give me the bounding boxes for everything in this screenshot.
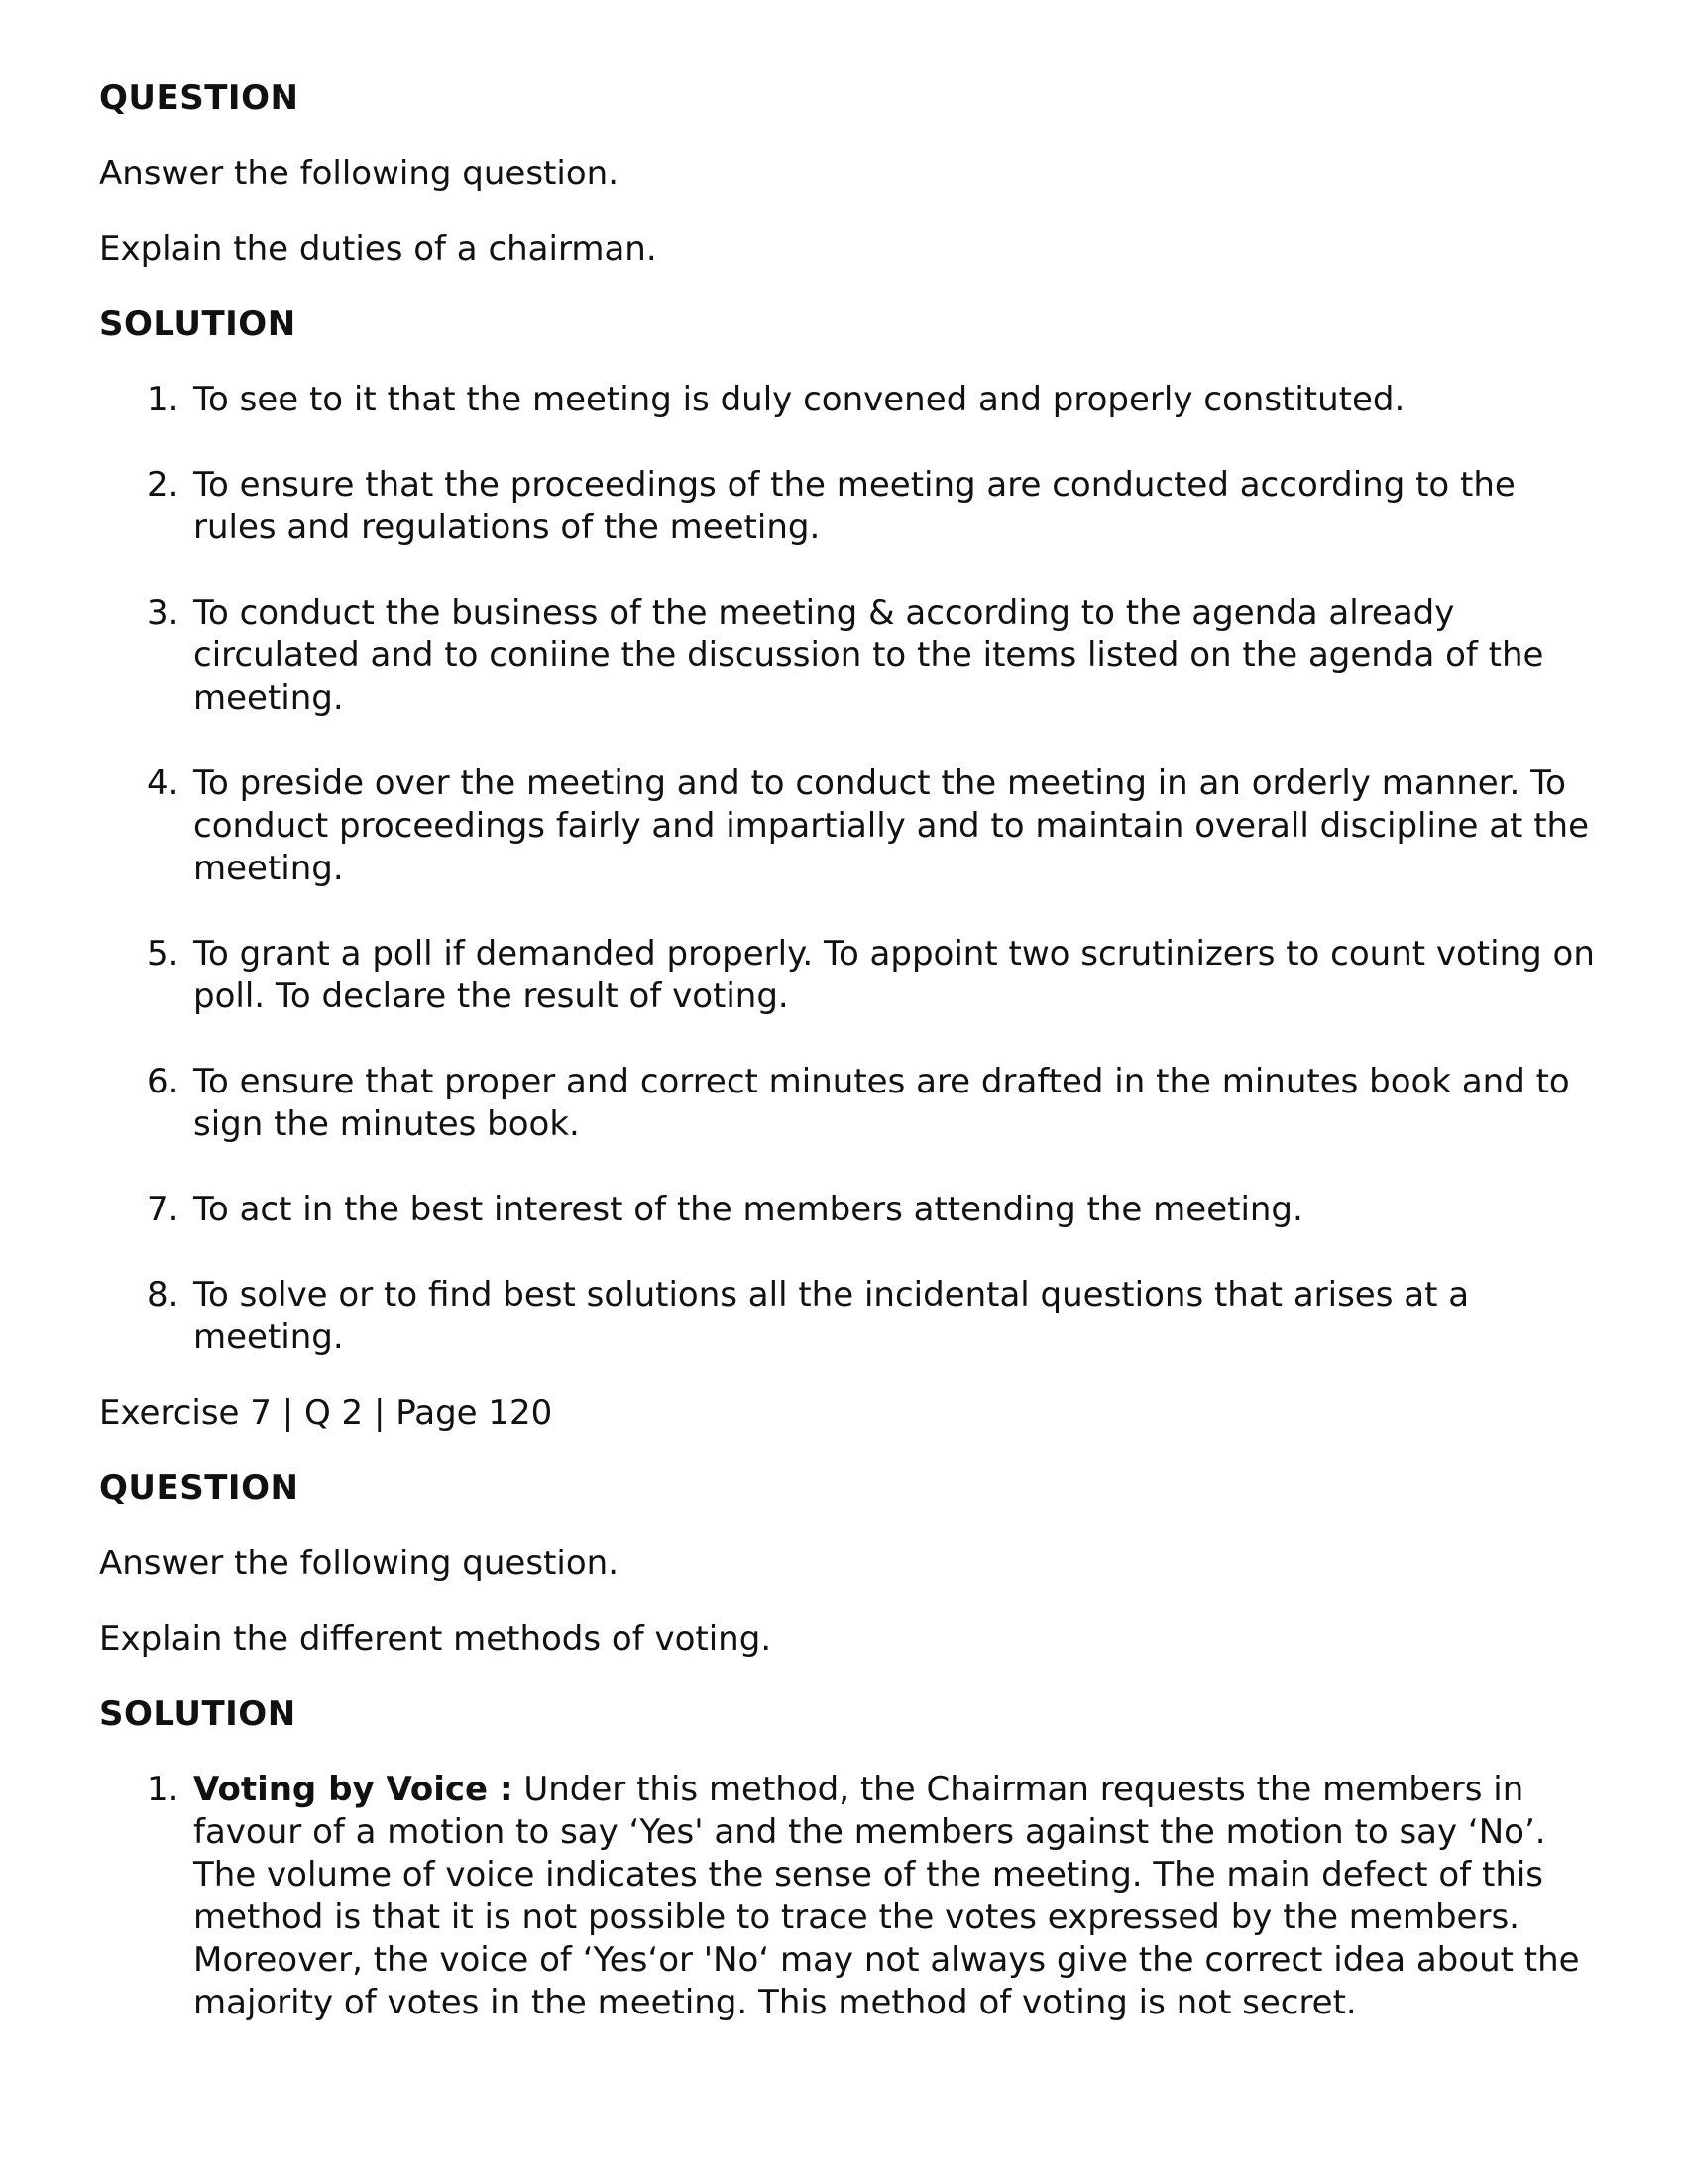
chairman-duties-list: [99, 379, 1606, 1359]
exercise-reference: Exercise 7 | Q 2 | Page 120: [99, 1393, 553, 1433]
list-item: [99, 762, 1606, 890]
list-number: 2.: [147, 465, 179, 505]
document-page: [99, 77, 1606, 2057]
list-number: 1.: [147, 380, 179, 419]
voting-methods-list: [99, 1769, 1606, 2024]
list-number: 8.: [147, 1275, 179, 1315]
list-item-text: To grant a poll if demanded properly. To appoint two scrutinizers to count voting on poll. To declare the result of voting.: [193, 934, 1595, 1016]
list-item-text: To solve or to find best solutions all the incidental questions that arises at a meeting.: [193, 1275, 1470, 1357]
solution-heading: SOLUTION: [99, 1694, 296, 1734]
list-number: 5.: [147, 934, 179, 974]
list-number: 1.: [147, 1770, 179, 1809]
question-heading: QUESTION: [99, 78, 299, 118]
question-heading: QUESTION: [99, 1468, 299, 1508]
list-item: [99, 933, 1606, 1018]
question-text: Explain the duties of a chairman.: [99, 229, 657, 269]
list-number: 3.: [147, 593, 179, 632]
voting-method-term: Voting by Voice :: [193, 1770, 513, 1809]
list-number: 6.: [147, 1062, 179, 1101]
list-number: 4.: [147, 763, 179, 803]
list-item-text: Under this method, the Chairman requests the members in favour of a motion to say ‘Yes' and the members against the motion to say ‘No’. The volume of voice indicates the sense of the meeting. The main defect of this method is that it is not possible to trace the votes expressed by the members. Moreover, the voice of ‘Yes‘or 'No‘ may not always give the correct idea about the majority of votes in the meeting. This method of voting is not secret.: [193, 1770, 1580, 2022]
list-item-text: To conduct the business of the meeting & according to the agenda already circulated and to coniine the discussion to the items listed on the agenda of the meeting.: [193, 593, 1544, 718]
list-item-text: To ensure that proper and correct minutes are drafted in the minutes book and to sign the minutes book.: [193, 1062, 1570, 1144]
list-item-text: To preside over the meeting and to conduct the meeting in an orderly manner. To conduct proceedings fairly and impartially and to maintain overall discipline at the meeting.: [193, 763, 1589, 888]
question-instruction: Answer the following question.: [99, 154, 619, 193]
list-item-text: To ensure that the proceedings of the meeting are conducted according to the rules and regulations of the meeting.: [193, 465, 1516, 547]
list-item: [99, 464, 1606, 549]
question-text: Explain the different methods of voting.: [99, 1619, 772, 1659]
list-item-text: To see to it that the meeting is duly convened and properly constituted.: [193, 380, 1406, 419]
list-item: [99, 379, 1606, 421]
solution-heading: SOLUTION: [99, 304, 296, 344]
question-instruction: Answer the following question.: [99, 1544, 619, 1583]
list-item: [99, 592, 1606, 720]
list-item-text: To act in the best interest of the members attending the meeting.: [193, 1190, 1303, 1229]
list-item: [99, 1061, 1606, 1146]
list-item: [99, 1274, 1606, 1359]
list-item: [99, 1769, 1606, 2024]
list-number: 7.: [147, 1190, 179, 1229]
list-item: [99, 1189, 1606, 1231]
